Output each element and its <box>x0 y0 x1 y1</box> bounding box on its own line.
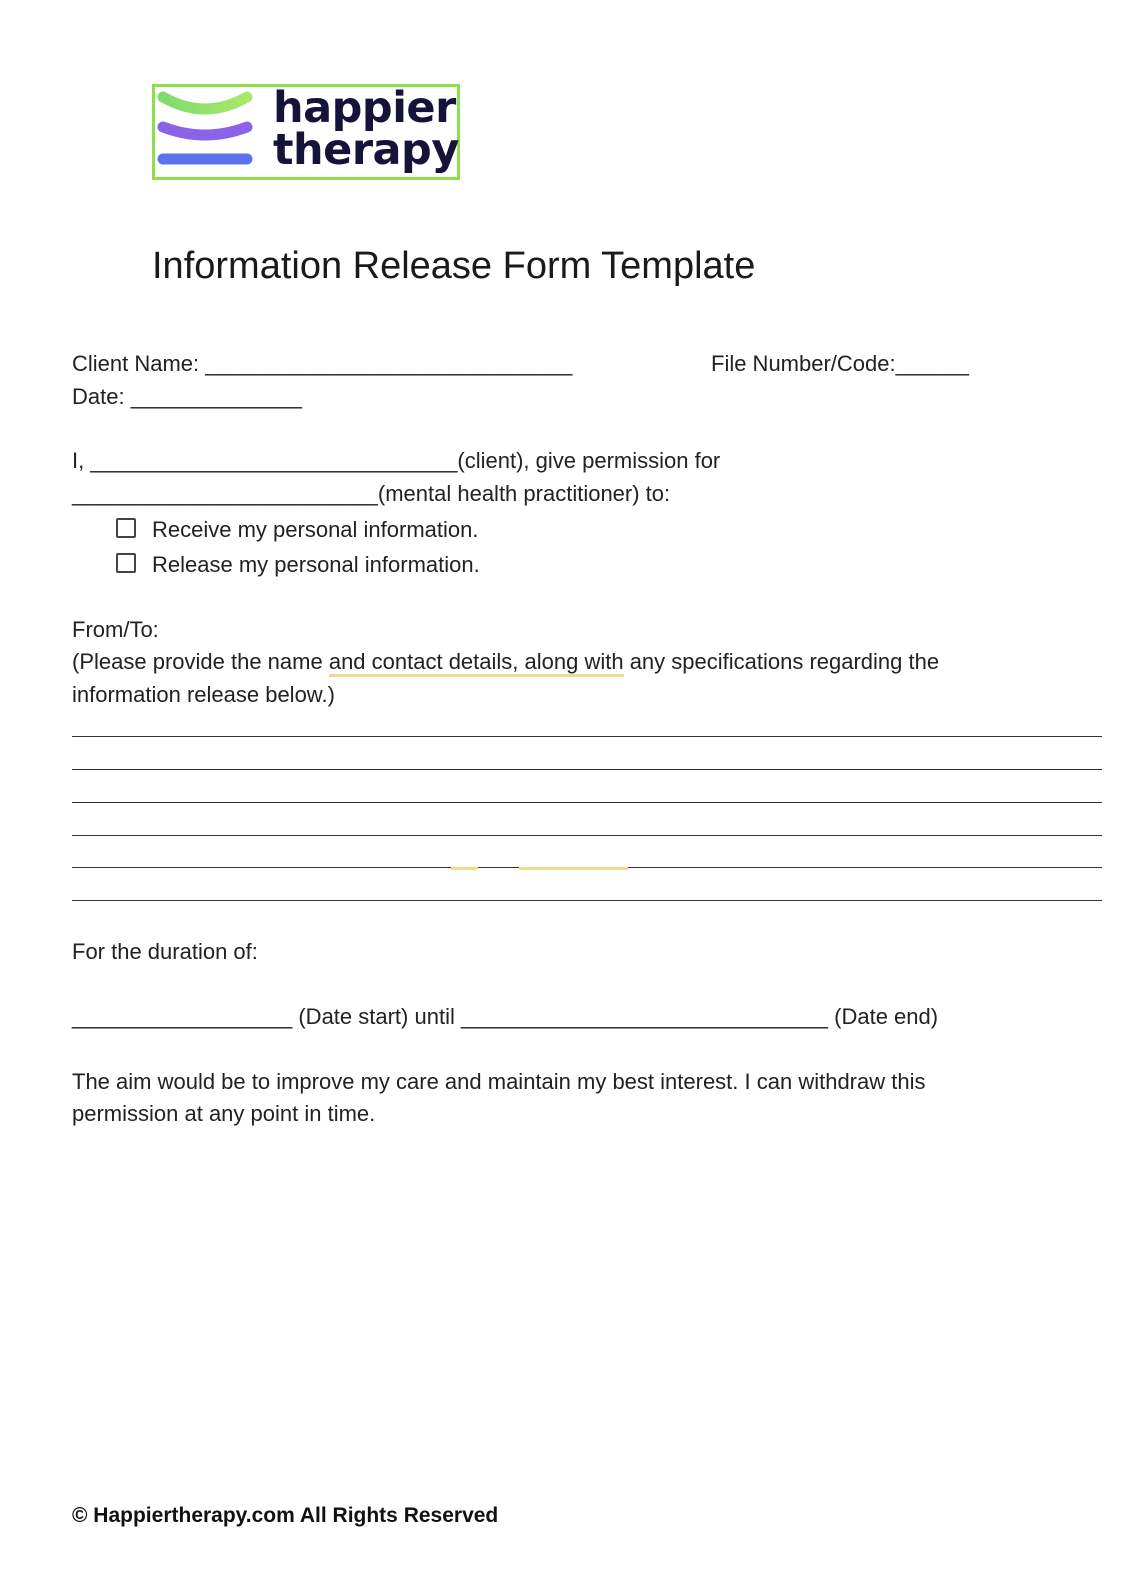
instr-text-after: any specifications regarding the <box>623 649 940 674</box>
company-logo <box>152 84 460 180</box>
page-title: Information Release Form Template <box>152 245 756 287</box>
date-field[interactable]: Date: ______________ <box>72 384 302 409</box>
details-blank-line-2[interactable] <box>72 769 1102 770</box>
permission-client-line[interactable]: I, ______________________________(client), give permission for <box>72 448 721 473</box>
file-number-field[interactable]: File Number/Code:______ <box>711 351 970 376</box>
details-blank-line-4[interactable] <box>72 835 1102 836</box>
permission-practitioner-line[interactable]: _________________________(mental health practitioner) to: <box>72 481 671 506</box>
client-name-field[interactable]: Client Name: ______________________________ <box>72 351 573 376</box>
highlight-mark <box>519 867 628 870</box>
copyright-footer: © Happiertherapy.com All Rights Reserved <box>72 1504 499 1527</box>
logo-word-therapy: therapy <box>273 125 459 175</box>
from-to-label: From/To: <box>72 617 159 642</box>
aim-text-line1: The aim would be to improve my care and maintain my best interest. I can withdraw this <box>72 1069 926 1094</box>
receive-info-checkbox[interactable] <box>116 518 136 538</box>
from-to-instructions-line2: information release below.) <box>72 682 335 707</box>
highlight-mark <box>451 867 478 870</box>
details-blank-line-6[interactable] <box>72 900 1102 901</box>
from-to-instructions <box>72 649 939 675</box>
duration-dates-line[interactable]: __________________ (Date start) until ______________________________ (Date end) <box>72 1004 939 1029</box>
logo-word-happier: happier <box>273 83 456 133</box>
release-info-label: Release my personal information. <box>152 552 480 577</box>
details-blank-line-3[interactable] <box>72 802 1102 803</box>
aim-text-line2: permission at any point in time. <box>72 1101 376 1126</box>
instr-highlight: and contact details, along with <box>329 649 624 677</box>
release-info-checkbox[interactable] <box>116 553 136 573</box>
details-blank-line-1[interactable] <box>72 736 1102 737</box>
duration-label: For the duration of: <box>72 939 258 964</box>
receive-info-label: Receive my personal information. <box>152 517 479 542</box>
instr-text-before: (Please provide the name <box>72 649 329 674</box>
